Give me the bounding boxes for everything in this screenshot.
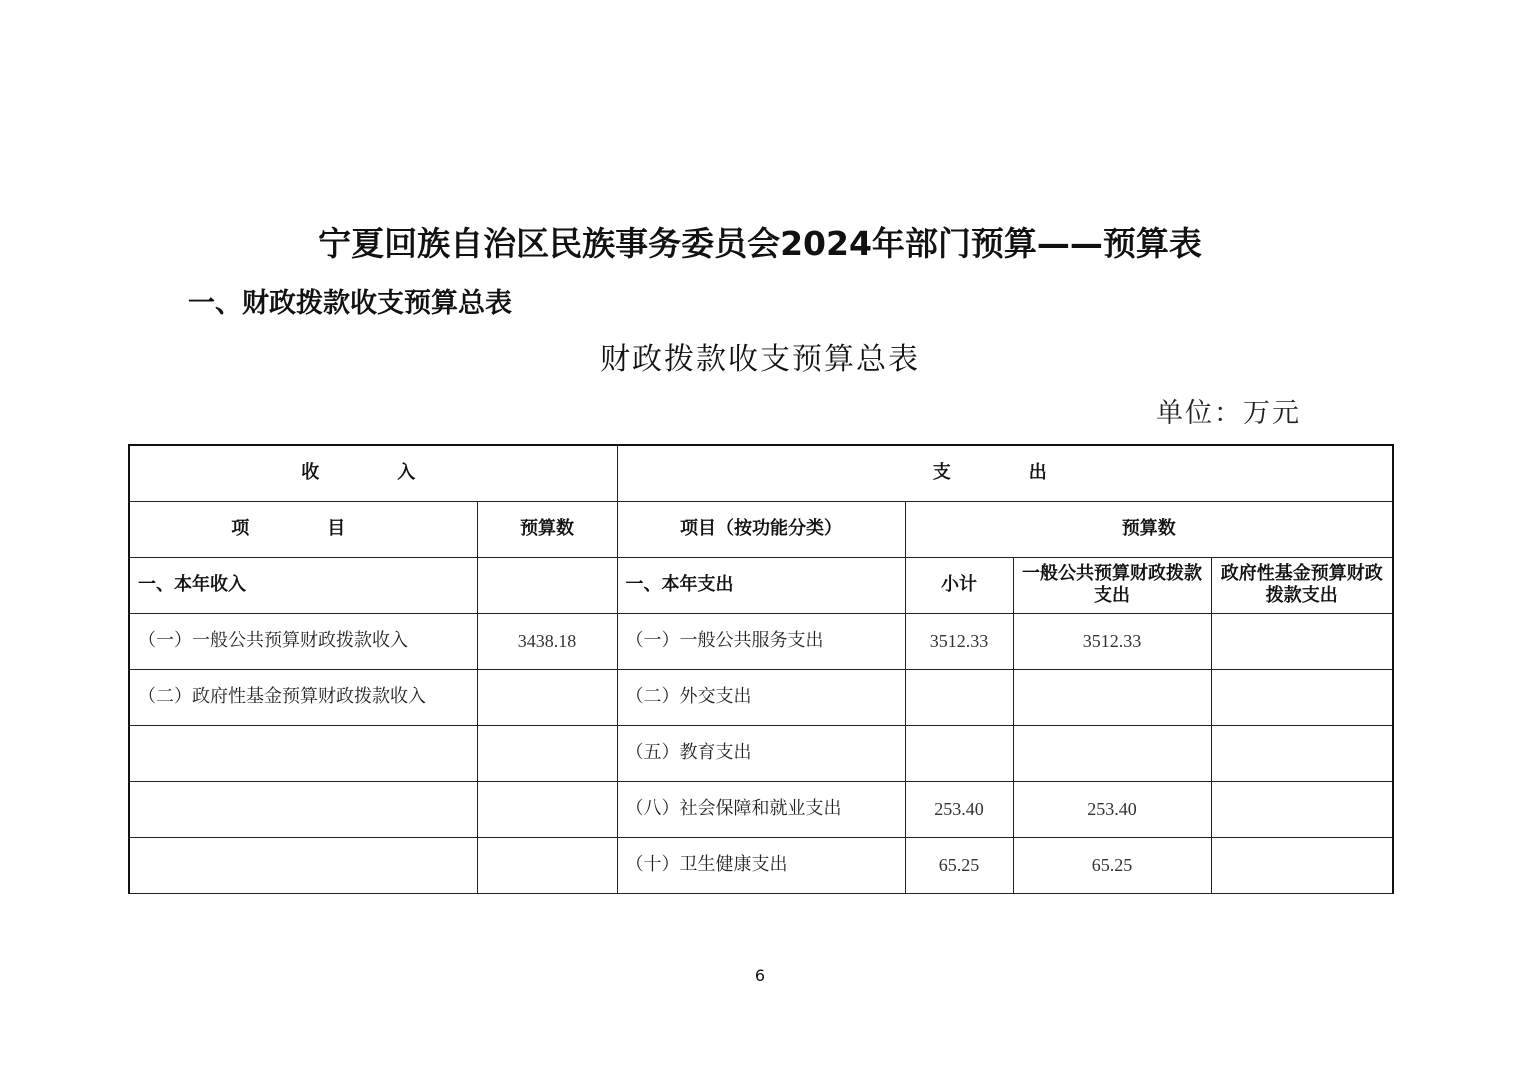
general-public-amount: 253.40 [1013, 781, 1211, 837]
general-public-amount [1013, 725, 1211, 781]
col-subtotal-header: 小计 [905, 557, 1013, 613]
col-budget-header: 预算数 [477, 501, 617, 557]
col-general-public-header: 一般公共预算财政拨款支出 [1013, 557, 1211, 613]
subtotal-amount: 65.25 [905, 837, 1013, 893]
general-public-amount [1013, 669, 1211, 725]
budget-table [128, 444, 1394, 894]
gov-fund-amount [1211, 725, 1393, 781]
expenditure-header: 支 出 [617, 445, 1393, 501]
income-amount [477, 837, 617, 893]
subtotal-amount [905, 669, 1013, 725]
income-item [129, 837, 477, 893]
section-heading: 一、财政拨款收支预算总表 [188, 288, 512, 319]
general-public-amount: 65.25 [1013, 837, 1211, 893]
table-row [129, 669, 1393, 725]
general-public-amount: 3512.33 [1013, 613, 1211, 669]
page-number: 6 [754, 966, 766, 985]
table-header-row-1 [129, 445, 1393, 501]
table-row [129, 725, 1393, 781]
income-amount: 3438.18 [477, 613, 617, 669]
income-item: （二）政府性基金预算财政拨款收入 [129, 669, 477, 725]
table-row [129, 781, 1393, 837]
subtotal-amount: 253.40 [905, 781, 1013, 837]
table-header-row-2 [129, 501, 1393, 557]
gov-fund-amount [1211, 781, 1393, 837]
col-budget-exp-header: 预算数 [905, 501, 1393, 557]
income-item: （一）一般公共预算财政拨款收入 [129, 613, 477, 669]
income-item [129, 781, 477, 837]
expenditure-item: （二）外交支出 [617, 669, 905, 725]
expenditure-item: （一）一般公共服务支出 [617, 613, 905, 669]
gov-fund-amount [1211, 837, 1393, 893]
table-header-row-3 [129, 557, 1393, 613]
gov-fund-amount [1211, 669, 1393, 725]
subtotal-amount [905, 725, 1013, 781]
table-row [129, 837, 1393, 893]
income-header: 收 入 [129, 445, 617, 501]
expenditure-section-label: 一、本年支出 [617, 557, 905, 613]
income-amount [477, 725, 617, 781]
income-item [129, 725, 477, 781]
gov-fund-amount [1211, 613, 1393, 669]
income-amount [477, 669, 617, 725]
subtotal-amount: 3512.33 [905, 613, 1013, 669]
income-section-label: 一、本年收入 [129, 557, 477, 613]
expenditure-item: （五）教育支出 [617, 725, 905, 781]
col-item-by-function-header: 项目（按功能分类） [617, 501, 905, 557]
income-section-amount [477, 557, 617, 613]
table-title: 财政拨款收支预算总表 [600, 342, 920, 377]
income-amount [477, 781, 617, 837]
table-row [129, 613, 1393, 669]
unit-label: 单位：万元 [1156, 398, 1301, 429]
expenditure-item: （十）卫生健康支出 [617, 837, 905, 893]
col-item-header: 项 目 [129, 501, 477, 557]
document-title: 宁夏回族自治区民族事务委员会2024年部门预算——预算表 [318, 224, 1202, 263]
expenditure-item: （八）社会保障和就业支出 [617, 781, 905, 837]
col-gov-fund-header: 政府性基金预算财政拨款支出 [1211, 557, 1393, 613]
